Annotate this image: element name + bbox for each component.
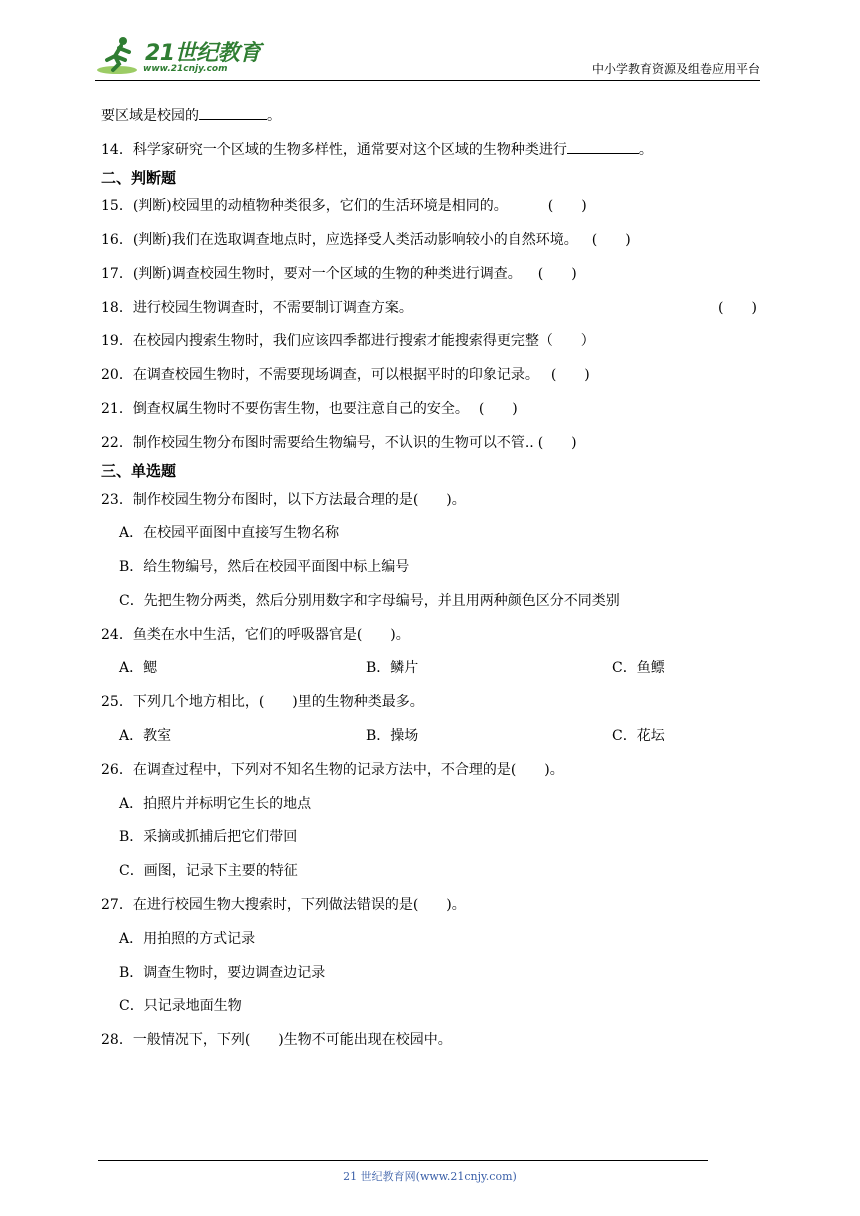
question-25: 25．下列几个地方相比，( )里的生物种类最多。 xyxy=(101,694,424,710)
option-b: B．调查生物时，要边调查边记录 xyxy=(119,965,326,981)
question-24: 24．鱼类在水中生活，它们的呼吸器官是( )。 xyxy=(101,627,410,643)
answer-paren: ( ) xyxy=(537,435,577,451)
answer-paren: ( ) xyxy=(718,300,757,316)
section-heading-single-choice: 三、单选题 xyxy=(101,462,177,480)
option-c: C．画图，记录下主要的特征 xyxy=(119,863,298,879)
answer-blank xyxy=(199,106,267,120)
option-a: A．鳃 xyxy=(119,660,158,676)
section-heading-judge: 二、判断题 xyxy=(101,169,177,187)
option-c: C．鱼鳔 xyxy=(612,660,665,676)
question-27: 27．在进行校园生物大搜索时，下列做法错误的是( )。 xyxy=(101,897,466,913)
option-a: A．拍照片并标明它生长的地点 xyxy=(119,796,312,812)
answer-paren: ( ) xyxy=(537,266,577,282)
continuation-line: 要区域是校园的 。 xyxy=(101,108,281,124)
runner-logo-icon xyxy=(95,34,145,78)
option-a: A．教室 xyxy=(119,728,172,744)
option-a: A．在校园平面图中直接写生物名称 xyxy=(119,525,340,541)
question-28: 28．一般情况下，下列( )生物不可能出现在校园中。 xyxy=(101,1032,452,1048)
answer-paren: ( ) xyxy=(550,367,590,383)
question-18: 18．进行校园生物调查时，不需要制订调查方案。 xyxy=(101,300,413,316)
answer-paren: ( ) xyxy=(478,401,518,417)
option-c: C．花坛 xyxy=(612,728,665,744)
question-26: 26．在调查过程中，下列对不知名生物的记录方法中，不合理的是( )。 xyxy=(101,762,564,778)
question-14: 14．科学家研究一个区域的生物多样性，通常要对这个区域的生物种类进行 。 xyxy=(101,142,653,158)
question-21: 21．倒查权属生物时不要伤害生物，也要注意自己的安全。 ( ) xyxy=(101,401,518,417)
footer-text: 21 世纪教育网(www.21cnjy.com) xyxy=(343,1170,517,1183)
option-b: B．鳞片 xyxy=(366,660,419,676)
option-b: B．操场 xyxy=(366,728,419,744)
question-20: 20．在调查校园生物时，不需要现场调查，可以根据平时的印象记录。 ( ) xyxy=(101,367,590,383)
answer-blank xyxy=(567,140,639,154)
platform-name: 中小学教育资源及组卷应用平台 xyxy=(591,62,760,76)
logo-title: 21世纪教育 xyxy=(145,41,261,66)
question-19: 19．在校园内搜索生物时，我们应该四季都进行搜索才能搜索得更完整（ ） xyxy=(101,333,595,349)
option-c: C．先把生物分两类，然后分别用数字和字母编号，并且用两种颜色区分不同类别 xyxy=(119,593,620,609)
question-22: 22．制作校园生物分布图时需要给生物编号，不认识的生物可以不管.. ( ) xyxy=(101,435,577,451)
option-a: A．用拍照的方式记录 xyxy=(119,931,256,947)
site-logo xyxy=(95,34,265,78)
footer-divider xyxy=(98,1160,708,1161)
option-b: B．给生物编号，然后在校园平面图中标上编号 xyxy=(119,559,410,575)
question-15: 15．(判断)校园里的动植物种类很多，它们的生活环境是相同的。 ( ) xyxy=(101,198,587,214)
question-17: 17．(判断)调查校园生物时，要对一个区域的生物的种类进行调查。 ( ) xyxy=(101,266,577,282)
option-c: C．只记录地面生物 xyxy=(119,998,242,1014)
page-header xyxy=(95,34,760,81)
question-16: 16．(判断)我们在选取调查地点时，应选择受人类活动影响较小的自然环境。 ( ) xyxy=(101,232,631,248)
answer-paren: ( ) xyxy=(591,232,631,248)
option-b: B．采摘或抓捕后把它们带回 xyxy=(119,829,298,845)
answer-paren: ( ) xyxy=(547,198,587,214)
logo-url: www.21cnjy.com xyxy=(143,64,228,74)
question-23: 23．制作校园生物分布图时，以下方法最合理的是( )。 xyxy=(101,492,466,508)
